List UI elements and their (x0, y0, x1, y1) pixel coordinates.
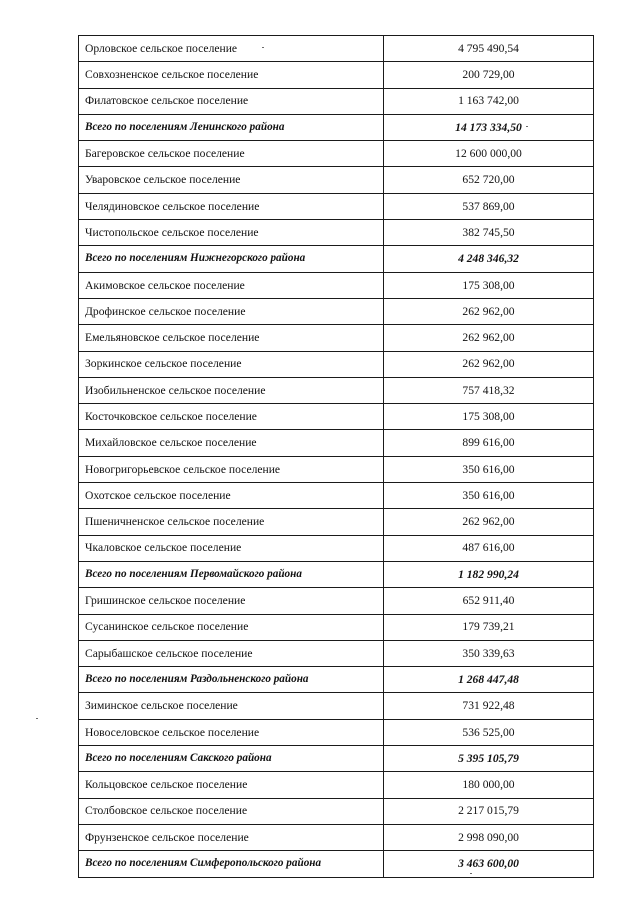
district-total-label: Всего по поселениям Нижнегорского района (79, 246, 384, 272)
settlement-amount: 175 308,00 (384, 404, 594, 430)
table-row (79, 719, 594, 745)
district-total-row (79, 114, 594, 140)
settlement-amount: 2 217 015,79 (384, 798, 594, 824)
settlement-amount: 262 962,00 (384, 325, 594, 351)
district-total-row (79, 667, 594, 693)
settlement-amount: 1 163 742,00 (384, 88, 594, 114)
settlement-amount: 262 962,00 (384, 298, 594, 324)
settlement-name: Емельяновское сельское поселение (79, 325, 384, 351)
table-row (79, 693, 594, 719)
district-total-amount: 4 248 346,32 (384, 246, 594, 272)
settlement-amount: 12 600 000,00 (384, 141, 594, 167)
scan-speck (262, 47, 264, 48)
settlement-name: Сусанинское сельское поселение (79, 614, 384, 640)
table-row (79, 798, 594, 824)
table-row (79, 456, 594, 482)
settlement-amount: 537 869,00 (384, 193, 594, 219)
settlement-amount: 2 998 090,00 (384, 824, 594, 850)
settlement-name: Совхозненское сельское поселение (79, 62, 384, 88)
district-total-amount: 5 395 105,79 (384, 746, 594, 772)
settlement-name: Фрунзенское сельское поселение (79, 824, 384, 850)
settlement-name: Столбовское сельское поселение (79, 798, 384, 824)
table-row (79, 535, 594, 561)
district-total-label: Всего по поселениям Симферопольского района (79, 851, 384, 877)
settlement-name: Зиминское сельское поселение (79, 693, 384, 719)
table-row (79, 298, 594, 324)
settlement-amount: 180 000,00 (384, 772, 594, 798)
table-row (79, 220, 594, 246)
district-total-label: Всего по поселениям Сакского района (79, 746, 384, 772)
table-row (79, 824, 594, 850)
settlement-name: Багеровское сельское поселение (79, 141, 384, 167)
settlements-budget-table (78, 35, 594, 878)
settlement-amount: 652 911,40 (384, 588, 594, 614)
settlement-amount: 382 745,50 (384, 220, 594, 246)
settlement-amount: 175 308,00 (384, 272, 594, 298)
settlement-name: Новоселовское сельское поселение (79, 719, 384, 745)
settlement-amount: 487 616,00 (384, 535, 594, 561)
settlement-name: Филатовское сельское поселение (79, 88, 384, 114)
settlement-name: Челядиновское сельское поселение (79, 193, 384, 219)
settlement-name: Дрофинское сельское поселение (79, 298, 384, 324)
settlement-name: Косточковское сельское поселение (79, 404, 384, 430)
settlement-amount: 350 616,00 (384, 456, 594, 482)
settlement-name: Новогригорьевское сельское поселение (79, 456, 384, 482)
district-total-amount: 1 268 447,48 (384, 667, 594, 693)
scan-speck (36, 718, 38, 719)
table-row (79, 141, 594, 167)
settlement-name: Гришинское сельское поселение (79, 588, 384, 614)
settlement-name: Орловское сельское поселение (79, 36, 384, 62)
settlement-name: Уваровское сельское поселение (79, 167, 384, 193)
settlement-amount: 350 616,00 (384, 483, 594, 509)
table-row (79, 167, 594, 193)
district-total-label: Всего по поселениям Первомайского района (79, 561, 384, 587)
table-row (79, 62, 594, 88)
settlement-amount: 899 616,00 (384, 430, 594, 456)
settlement-amount: 536 525,00 (384, 719, 594, 745)
settlement-name: Охотское сельское поселение (79, 483, 384, 509)
district-total-amount: 1 182 990,24 (384, 561, 594, 587)
district-total-amount: 14 173 334,50 (384, 114, 594, 140)
settlement-name: Сарыбашское сельское поселение (79, 640, 384, 666)
table-body (79, 36, 594, 878)
table-row (79, 483, 594, 509)
settlement-name: Кольцовское сельское поселение (79, 772, 384, 798)
table-row (79, 640, 594, 666)
table-row (79, 325, 594, 351)
table-row (79, 772, 594, 798)
table-row (79, 404, 594, 430)
settlement-amount: 262 962,00 (384, 351, 594, 377)
settlement-name: Акимовское сельское поселение (79, 272, 384, 298)
settlement-amount: 4 795 490,54 (384, 36, 594, 62)
scan-speck (470, 873, 472, 874)
settlement-amount: 262 962,00 (384, 509, 594, 535)
scan-speck (526, 126, 528, 127)
district-total-label: Всего по поселениям Раздольненского района (79, 667, 384, 693)
settlement-amount: 350 339,63 (384, 640, 594, 666)
settlement-amount: 200 729,00 (384, 62, 594, 88)
table-row (79, 509, 594, 535)
district-total-row (79, 246, 594, 272)
table-row (79, 36, 594, 62)
settlement-amount: 731 922,48 (384, 693, 594, 719)
table-row (79, 430, 594, 456)
district-total-row (79, 851, 594, 877)
settlement-amount: 652 720,00 (384, 167, 594, 193)
settlement-name: Изобильненское сельское поселение (79, 377, 384, 403)
settlement-name: Пшеничненское сельское поселение (79, 509, 384, 535)
table-row (79, 351, 594, 377)
table-row (79, 377, 594, 403)
table-row (79, 614, 594, 640)
settlement-name: Чкаловское сельское поселение (79, 535, 384, 561)
district-total-amount: 3 463 600,00 (384, 851, 594, 877)
settlement-name: Зоркинское сельское поселение (79, 351, 384, 377)
district-total-row (79, 561, 594, 587)
district-total-label: Всего по поселениям Ленинского района (79, 114, 384, 140)
table-row (79, 193, 594, 219)
settlement-amount: 757 418,32 (384, 377, 594, 403)
district-total-row (79, 746, 594, 772)
settlement-name: Чистопольское сельское поселение (79, 220, 384, 246)
settlement-name: Михайловское сельское поселение (79, 430, 384, 456)
table-row (79, 88, 594, 114)
table-row (79, 588, 594, 614)
table-row (79, 272, 594, 298)
settlement-amount: 179 739,21 (384, 614, 594, 640)
